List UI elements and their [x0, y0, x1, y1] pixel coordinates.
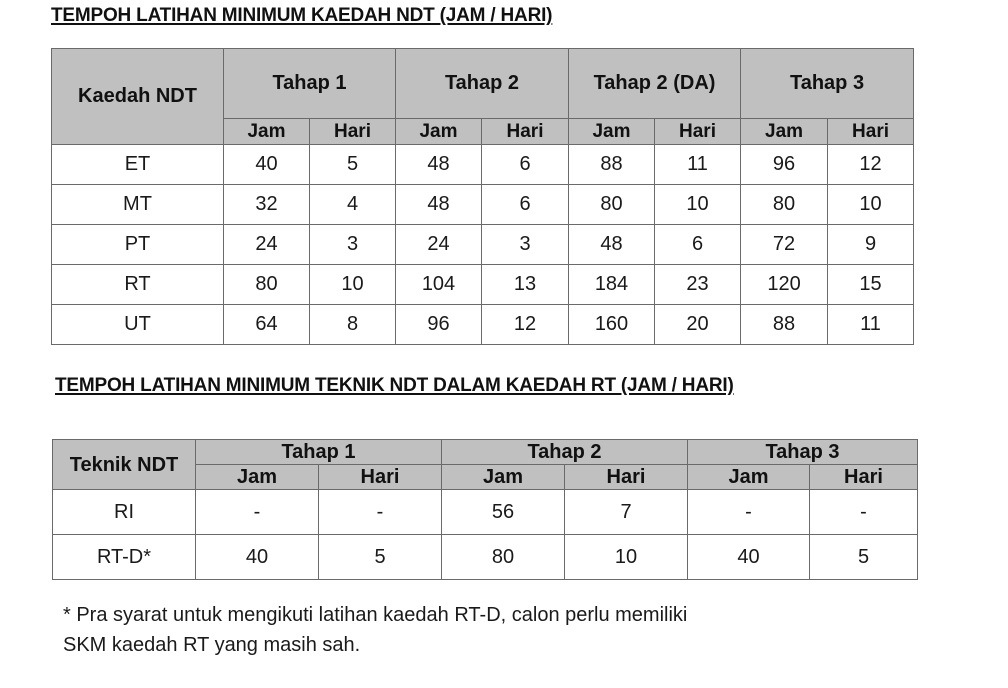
- section2-title: TEMPOH LATIHAN MINIMUM TEKNIK NDT DALAM KAEDAH RT (JAM / HARI): [55, 375, 734, 396]
- cell: 6: [655, 225, 741, 265]
- table-row: [52, 225, 914, 265]
- cell: 40: [196, 535, 319, 580]
- cell: 96: [396, 305, 482, 345]
- row-label: UT: [52, 305, 224, 345]
- cell: 88: [741, 305, 828, 345]
- cell: 10: [310, 265, 396, 305]
- cell: 10: [655, 185, 741, 225]
- cell: -: [688, 490, 810, 535]
- cell: 48: [569, 225, 655, 265]
- sub-header-jam: Jam: [224, 119, 310, 145]
- cell: 80: [224, 265, 310, 305]
- cell: 12: [828, 145, 914, 185]
- cell: 13: [482, 265, 569, 305]
- cell: 5: [310, 145, 396, 185]
- cell: 23: [655, 265, 741, 305]
- cell: 15: [828, 265, 914, 305]
- cell: 32: [224, 185, 310, 225]
- row-label: RT-D*: [53, 535, 196, 580]
- table-row: [53, 535, 918, 580]
- group-header: Tahap 3: [688, 440, 918, 465]
- sub-header-hari: Hari: [810, 465, 918, 490]
- cell: 72: [741, 225, 828, 265]
- sub-header-jam: Jam: [688, 465, 810, 490]
- sub-header-jam: Jam: [442, 465, 565, 490]
- sub-header-jam: Jam: [196, 465, 319, 490]
- cell: 64: [224, 305, 310, 345]
- sub-header-hari: Hari: [565, 465, 688, 490]
- cell: -: [810, 490, 918, 535]
- sub-header-hari: Hari: [655, 119, 741, 145]
- cell: 24: [224, 225, 310, 265]
- cell: 40: [224, 145, 310, 185]
- cell: 11: [828, 305, 914, 345]
- cell: 80: [569, 185, 655, 225]
- cell: 6: [482, 185, 569, 225]
- table-row: [52, 185, 914, 225]
- cell: 184: [569, 265, 655, 305]
- row-header-kaedah: Kaedah NDT: [52, 49, 224, 145]
- cell: 11: [655, 145, 741, 185]
- row-label: PT: [52, 225, 224, 265]
- cell: 9: [828, 225, 914, 265]
- cell: 48: [396, 185, 482, 225]
- group-header: Tahap 1: [224, 49, 396, 119]
- table-row: [52, 305, 914, 345]
- sub-header-hari: Hari: [310, 119, 396, 145]
- group-header: Tahap 2 (DA): [569, 49, 741, 119]
- cell: 160: [569, 305, 655, 345]
- sub-header-hari: Hari: [828, 119, 914, 145]
- cell: 3: [310, 225, 396, 265]
- cell: 96: [741, 145, 828, 185]
- cell: 40: [688, 535, 810, 580]
- sub-header-jam: Jam: [569, 119, 655, 145]
- row-label: RT: [52, 265, 224, 305]
- row-label: ET: [52, 145, 224, 185]
- cell: 7: [565, 490, 688, 535]
- teknik-ndt-table: [52, 439, 918, 580]
- cell: 120: [741, 265, 828, 305]
- cell: -: [319, 490, 442, 535]
- cell: 80: [442, 535, 565, 580]
- cell: 104: [396, 265, 482, 305]
- cell: 8: [310, 305, 396, 345]
- footnote-line-1: * Pra syarat untuk mengikuti latihan kaedah RT-D, calon perlu memiliki: [63, 604, 688, 626]
- cell: 88: [569, 145, 655, 185]
- cell: 48: [396, 145, 482, 185]
- group-header: Tahap 2: [396, 49, 569, 119]
- cell: 6: [482, 145, 569, 185]
- cell: 5: [810, 535, 918, 580]
- sub-header-hari: Hari: [482, 119, 569, 145]
- cell: 24: [396, 225, 482, 265]
- cell: 10: [565, 535, 688, 580]
- cell: 10: [828, 185, 914, 225]
- cell: 56: [442, 490, 565, 535]
- footnote: [63, 600, 687, 660]
- footnote-line-2: SKM kaedah RT yang masih sah.: [63, 634, 361, 656]
- group-header: Tahap 1: [196, 440, 442, 465]
- cell: 5: [319, 535, 442, 580]
- section1-title: TEMPOH LATIHAN MINIMUM KAEDAH NDT (JAM / HARI): [51, 5, 553, 26]
- cell: 3: [482, 225, 569, 265]
- group-header: Tahap 3: [741, 49, 914, 119]
- row-header-teknik: Teknik NDT: [53, 440, 196, 490]
- table-row: [52, 145, 914, 185]
- table-row: [53, 490, 918, 535]
- kaedah-ndt-table: [51, 48, 914, 345]
- group-header: Tahap 2: [442, 440, 688, 465]
- sub-header-jam: Jam: [396, 119, 482, 145]
- cell: 12: [482, 305, 569, 345]
- sub-header-hari: Hari: [319, 465, 442, 490]
- row-label: RI: [53, 490, 196, 535]
- cell: 80: [741, 185, 828, 225]
- table-row: [52, 265, 914, 305]
- cell: 4: [310, 185, 396, 225]
- sub-header-jam: Jam: [741, 119, 828, 145]
- cell: 20: [655, 305, 741, 345]
- cell: -: [196, 490, 319, 535]
- row-label: MT: [52, 185, 224, 225]
